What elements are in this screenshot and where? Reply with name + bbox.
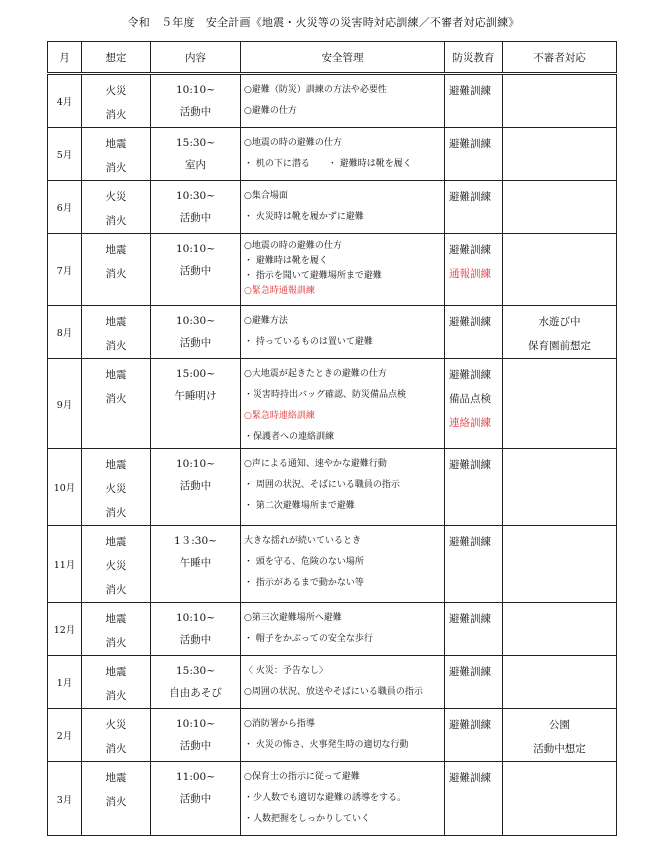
scenario-line: 地震 (105, 666, 127, 678)
content-cell (151, 762, 241, 836)
safety-line: ○大地震が起きたときの避難の仕方 (244, 369, 387, 379)
month-cell: 3月 (48, 762, 82, 836)
safety-management-cell (241, 306, 445, 359)
safety-line: ・保護者への連絡訓練 (244, 432, 335, 442)
content-cell (151, 74, 241, 128)
scenario-line: 火災 (105, 560, 127, 572)
content-situation: 活動中 (179, 265, 212, 277)
table-row (48, 234, 617, 306)
content-cell (151, 526, 241, 603)
scenario-line: 消火 (105, 340, 127, 352)
scenario-line: 火災 (105, 191, 127, 203)
safety-line: ○避難（防災）訓練の方法や必要性 (244, 85, 387, 95)
safety-line: ○避難の仕方 (244, 106, 297, 116)
safety-management-cell (241, 603, 445, 656)
content-cell (151, 234, 241, 306)
safety-line: ・災害時持出バッグ確認、防災備品点検 (244, 390, 407, 400)
safety-line: ・ 指示を聞いて避難場所まで避難 (244, 271, 382, 281)
safety-line: ・ 帽子をかぶっての安全な歩行 (244, 634, 373, 644)
content-cell (151, 306, 241, 359)
scenario-cell (82, 306, 151, 359)
disaster-education-cell (445, 128, 503, 181)
table-row (48, 306, 617, 359)
content-cell (151, 128, 241, 181)
header-disaster-education: 防災教育 (445, 42, 503, 74)
month-cell: 4月 (48, 74, 82, 128)
suspicious-person-cell (503, 603, 617, 656)
safety-line: ○避難方法 (244, 316, 288, 326)
content-situation: 活動中 (179, 337, 212, 349)
disaster-education-cell (445, 306, 503, 359)
header-safety-management: 安全管理 (241, 42, 445, 74)
education-line: 避難訓練 (449, 369, 491, 381)
month-cell: 2月 (48, 709, 82, 762)
table-row (48, 656, 617, 709)
content-time: 10:30~ (175, 190, 216, 202)
content-situation: 活動中 (179, 212, 212, 224)
safety-line: ○第三次避難場所へ避難 (244, 613, 342, 623)
safety-plan-table (47, 41, 617, 836)
scenario-cell (82, 526, 151, 603)
safety-line: ・ 指示があるまで動かない等 (244, 578, 364, 588)
scenario-line: 消火 (105, 690, 127, 702)
safety-line: ○周囲の状況、放送やそばにいる職員の指示 (244, 687, 423, 697)
scenario-line: 消火 (105, 584, 127, 596)
content-situation: 室内 (185, 159, 206, 171)
content-time: 11:00~ (175, 771, 216, 783)
scenario-line: 火災 (105, 85, 127, 97)
safety-management-cell (241, 709, 445, 762)
scenario-line: 消火 (105, 796, 127, 808)
scenario-line: 火災 (105, 483, 127, 495)
suspicious-person-cell (503, 306, 617, 359)
disaster-education-cell (445, 603, 503, 656)
safety-management-cell (241, 762, 445, 836)
table-row (48, 762, 617, 836)
safety-line: ・ 頭を守る、危険のない場所 (244, 557, 364, 567)
month-cell: 5月 (48, 128, 82, 181)
suspicious-person-cell (503, 762, 617, 836)
content-situation: 活動中 (179, 793, 212, 805)
scenario-line: 地震 (105, 316, 127, 328)
disaster-education-cell (445, 449, 503, 526)
content-time: 10:10~ (175, 458, 216, 470)
suspicious-person-cell (503, 234, 617, 306)
safety-line: ○集合場面 (244, 191, 288, 201)
content-time: 15:30~ (175, 137, 216, 149)
suspicious-person-cell (503, 709, 617, 762)
safety-management-cell (241, 234, 445, 306)
content-time: 15:00~ (175, 368, 216, 380)
education-line: 連絡訓練 (449, 417, 491, 429)
disaster-education-cell (445, 762, 503, 836)
header-suspicious-person: 不審者対応 (503, 42, 617, 74)
safety-line: ○緊急時通報訓練 (244, 286, 315, 296)
safety-management-cell (241, 656, 445, 709)
suspicious-line: 水遊び中 (538, 316, 581, 328)
disaster-education-cell (445, 234, 503, 306)
table-body (48, 74, 617, 836)
safety-line: ・ 第二次避難場所まで避難 (244, 501, 355, 511)
content-cell (151, 359, 241, 449)
page-title: 令和 ５年度 安全計画《地震・火災等の災害時対応訓練／不審者対応訓練》 (127, 16, 520, 29)
content-time: 15:30~ (175, 665, 216, 677)
education-line: 避難訓練 (449, 536, 491, 548)
suspicious-person-cell (503, 449, 617, 526)
scenario-cell (82, 709, 151, 762)
safety-line: ・ 周囲の状況、そばにいる職員の指示 (244, 480, 400, 490)
content-cell (151, 449, 241, 526)
content-time: 10:10~ (175, 84, 216, 96)
disaster-education-cell (445, 181, 503, 234)
scenario-line: 消火 (105, 637, 127, 649)
education-line: 避難訓練 (449, 244, 491, 256)
education-line: 避難訓練 (449, 316, 491, 328)
header-content: 内容 (151, 42, 241, 74)
safety-line: ・ 避難時は靴を履く (244, 256, 328, 266)
safety-line: 〈 火災：予告なし〉 (244, 666, 328, 676)
content-situation: 活動中 (179, 106, 212, 118)
scenario-line: 消火 (105, 162, 127, 174)
scenario-cell (82, 234, 151, 306)
suspicious-person-cell (503, 656, 617, 709)
scenario-cell (82, 656, 151, 709)
scenario-cell (82, 181, 151, 234)
safety-line: ○保育士の指示に従って避難 (244, 772, 360, 782)
scenario-line: 地震 (105, 772, 127, 784)
education-line: 避難訓練 (449, 613, 491, 625)
safety-line: 大きな揺れが続いているとき (244, 536, 362, 546)
table-row (48, 449, 617, 526)
safety-management-cell (241, 449, 445, 526)
table-row (48, 526, 617, 603)
content-situation: 自由あそび (169, 687, 222, 699)
month-cell: 6月 (48, 181, 82, 234)
suspicious-person-cell (503, 526, 617, 603)
scenario-line: 消火 (105, 268, 127, 280)
table-row (48, 74, 617, 128)
scenario-line: 地震 (105, 138, 127, 150)
disaster-education-cell (445, 359, 503, 449)
scenario-cell (82, 128, 151, 181)
scenario-cell (82, 359, 151, 449)
safety-line: ・ 机の下に潜る ・ 避難時は靴を履く (244, 159, 412, 169)
content-time: 1３:30~ (174, 535, 217, 547)
header-month: 月 (48, 42, 82, 74)
safety-line: ○消防署から指導 (244, 719, 315, 729)
safety-line: ・少人数でも適切な避難の誘導をする。 (244, 793, 407, 803)
content-time: 10:10~ (175, 612, 216, 624)
scenario-line: 地震 (105, 613, 127, 625)
scenario-cell (82, 74, 151, 128)
month-cell: 8月 (48, 306, 82, 359)
suspicious-person-cell (503, 74, 617, 128)
content-cell (151, 603, 241, 656)
scenario-cell (82, 762, 151, 836)
content-situation: 活動中 (179, 634, 212, 646)
table-row (48, 359, 617, 449)
scenario-line: 消火 (105, 743, 127, 755)
safety-line: ・ 火災の怖さ、火事発生時の適切な行動 (244, 740, 409, 750)
content-time: 10:10~ (175, 243, 216, 255)
safety-management-cell (241, 359, 445, 449)
disaster-education-cell (445, 74, 503, 128)
safety-line: ○地震の時の避難の仕方 (244, 241, 342, 251)
disaster-education-cell (445, 709, 503, 762)
safety-line: ○声による通知、速やかな避難行動 (244, 459, 387, 469)
scenario-line: 消火 (105, 109, 127, 121)
safety-line: ・ 持っているものは置いて避難 (244, 337, 373, 347)
suspicious-line: 活動中想定 (533, 743, 586, 755)
safety-line: ・人数把握をしっかりしていく (244, 814, 371, 824)
content-time: 10:10~ (175, 718, 216, 730)
scenario-cell (82, 449, 151, 526)
scenario-line: 地震 (105, 459, 127, 471)
suspicious-person-cell (503, 359, 617, 449)
month-cell: 7月 (48, 234, 82, 306)
month-cell: 9月 (48, 359, 82, 449)
table-row (48, 709, 617, 762)
education-line: 避難訓練 (449, 772, 491, 784)
suspicious-person-cell (503, 128, 617, 181)
education-line: 避難訓練 (449, 666, 491, 678)
table-row (48, 181, 617, 234)
scenario-cell (82, 603, 151, 656)
education-line: 避難訓練 (449, 719, 491, 731)
education-line: 通報訓練 (449, 268, 491, 280)
education-line: 避難訓練 (449, 138, 491, 150)
suspicious-line: 公園 (549, 719, 570, 731)
month-cell: 1月 (48, 656, 82, 709)
scenario-line: 火災 (105, 719, 127, 731)
suspicious-person-cell (503, 181, 617, 234)
content-situation: 活動中 (179, 480, 212, 492)
content-situation: 午睡中 (179, 557, 212, 569)
table-row (48, 603, 617, 656)
education-line: 避難訓練 (449, 459, 491, 471)
table-header-row (48, 42, 617, 74)
safety-management-cell (241, 128, 445, 181)
disaster-education-cell (445, 656, 503, 709)
safety-line: ・ 火災時は靴を履かずに避難 (244, 212, 364, 222)
content-situation: 午睡明け (174, 390, 217, 402)
education-line: 避難訓練 (449, 85, 491, 97)
education-line: 備品点検 (449, 393, 491, 405)
suspicious-line: 保育園前想定 (528, 340, 591, 352)
safety-management-cell (241, 526, 445, 603)
safety-line: ○緊急時連絡訓練 (244, 411, 315, 421)
content-time: 10:30~ (175, 315, 216, 327)
safety-line: ○地震の時の避難の仕方 (244, 138, 342, 148)
scenario-line: 消火 (105, 507, 127, 519)
content-cell (151, 181, 241, 234)
scenario-line: 地震 (105, 536, 127, 548)
table-row (48, 128, 617, 181)
education-line: 避難訓練 (449, 191, 491, 203)
scenario-line: 消火 (105, 215, 127, 227)
content-cell (151, 656, 241, 709)
safety-management-cell (241, 181, 445, 234)
scenario-line: 地震 (105, 244, 127, 256)
disaster-education-cell (445, 526, 503, 603)
month-cell: 11月 (48, 526, 82, 603)
content-situation: 活動中 (179, 740, 212, 752)
scenario-line: 地震 (105, 369, 127, 381)
content-cell (151, 709, 241, 762)
safety-management-cell (241, 74, 445, 128)
scenario-line: 消火 (105, 393, 127, 405)
month-cell: 12月 (48, 603, 82, 656)
header-scenario: 想定 (82, 42, 151, 74)
month-cell: 10月 (48, 449, 82, 526)
